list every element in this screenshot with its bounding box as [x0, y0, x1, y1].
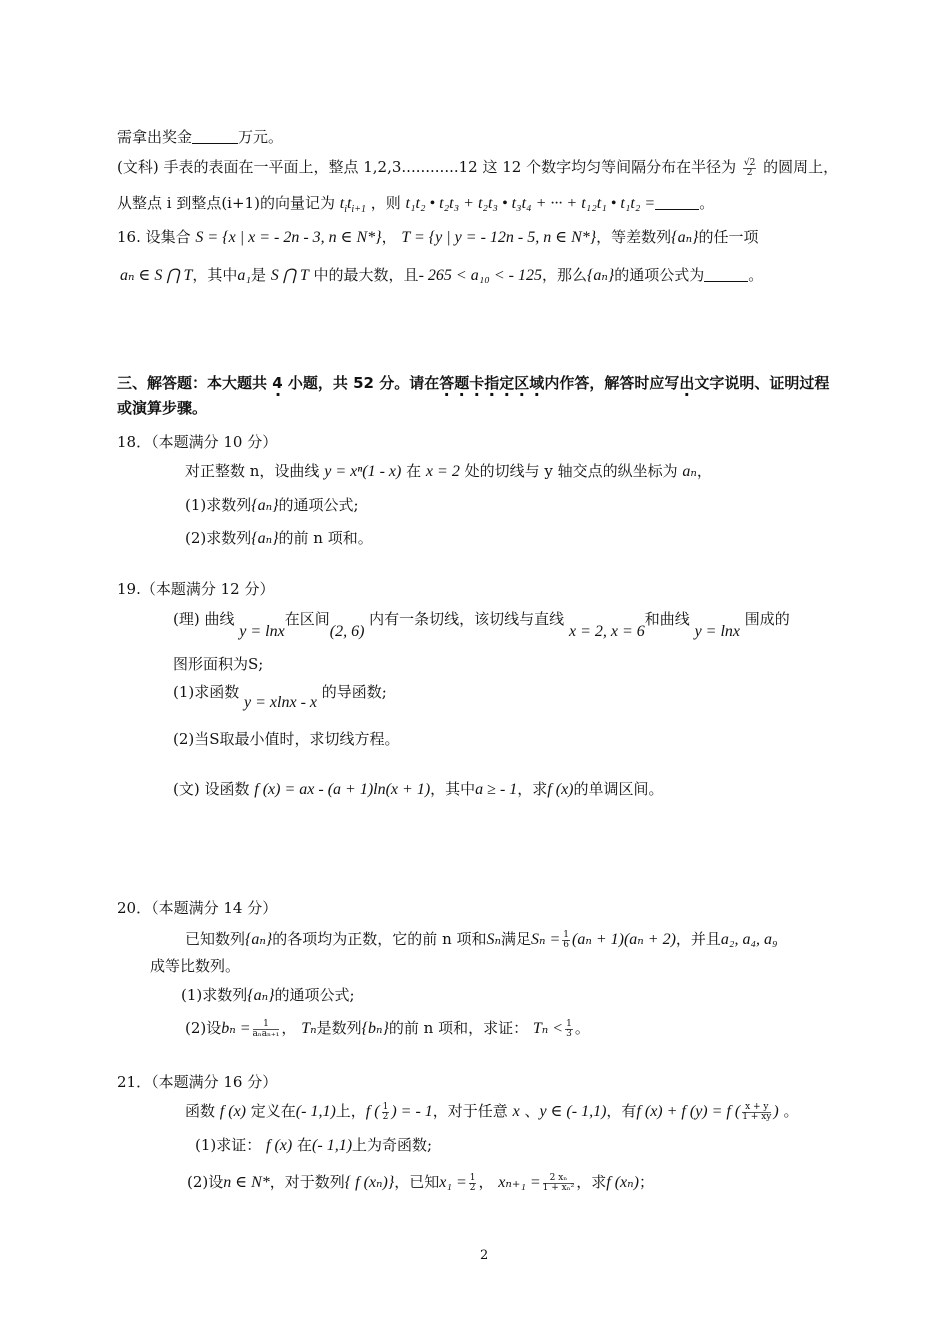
q16-line1 — [117, 227, 758, 248]
q19-head — [117, 579, 274, 599]
numerator: 1 — [469, 1172, 476, 1183]
sequence-an: {aₙ} — [586, 267, 615, 284]
text: 是数列 — [316, 1019, 362, 1037]
fxn: f (xₙ) — [606, 1174, 639, 1191]
text: 满足 — [500, 930, 531, 948]
q19-line2 — [173, 654, 263, 674]
denominator: 2 — [382, 1111, 389, 1122]
q18-head — [117, 432, 277, 452]
tn-lt: Tₙ < — [532, 1020, 564, 1037]
q21-head — [117, 1072, 277, 1092]
text: 19.（本题满分 12 分） — [117, 580, 275, 598]
text: 在 — [406, 462, 422, 480]
text: 。 — [574, 1019, 590, 1037]
text: 的通项公式; — [274, 986, 355, 1004]
text: 处的切线与 y 轴交点的纵坐标为 — [464, 462, 678, 480]
text: 万元。 — [238, 128, 284, 146]
text: 是 — [250, 266, 266, 284]
denominator: 6 — [563, 939, 570, 950]
text: 。 — [699, 194, 715, 212]
text: 的导函数; — [321, 683, 387, 701]
text: (2)求数列 — [185, 529, 252, 547]
text: 的单调区间。 — [573, 780, 664, 798]
q16-line2 — [120, 265, 763, 286]
denominator: 1 + xₙ² — [542, 1182, 575, 1193]
bn-eq: bₙ = — [221, 1020, 251, 1037]
text: (2)设 — [185, 1019, 222, 1037]
text: ， — [478, 1173, 494, 1191]
text: ，则 — [370, 194, 401, 212]
text: (1)求函数 — [173, 683, 240, 701]
text: 的任一项 — [698, 228, 759, 246]
q20-part2 — [185, 1018, 590, 1039]
line-watch — [117, 157, 838, 178]
q19-line1 — [173, 606, 790, 640]
a-condition: a ≥ - 1 — [475, 781, 518, 798]
text: 的通项公式为 — [614, 266, 705, 284]
y-in: y ∈ (- 1,1) — [539, 1103, 607, 1120]
sequence-an: {aₙ} — [251, 530, 279, 547]
text: 。 — [783, 1102, 799, 1120]
sequence-fxn: { f (xₙ)} — [344, 1174, 395, 1191]
xn1-eq: xₙ₊₁ = — [498, 1174, 541, 1191]
text: 需拿出奖金 — [117, 128, 193, 146]
q20-part1 — [181, 985, 355, 1006]
numerator: 1 — [563, 929, 570, 940]
q19-part1 — [173, 680, 387, 711]
numerator: 1 — [382, 1101, 389, 1112]
sn: Sₙ — [486, 931, 501, 948]
denominator: 3 — [566, 1028, 572, 1039]
fraction-sqrt2-over-2 — [743, 159, 756, 178]
text: ，已知 — [394, 1173, 440, 1191]
blank — [655, 195, 699, 210]
set-t: T = {y | y = - 12n - 5, n ∈ N*} — [401, 229, 597, 246]
q18-part1 — [185, 495, 359, 516]
text: ，那么 — [541, 266, 587, 284]
text: (文科) 手表的表面在一平面上，整点 1,2,3............12 这 12 个数字均匀等间隔分布在半径为 — [117, 158, 737, 176]
text: (理) 曲线 — [173, 610, 235, 628]
text: 在区间 — [284, 610, 330, 628]
numerator: 1 — [253, 1020, 280, 1030]
fx: f (x) — [266, 1137, 293, 1154]
f-half: f ( — [365, 1103, 380, 1120]
text: 函数 — [185, 1102, 216, 1120]
line-bonus — [117, 127, 283, 147]
sn-expression: (aₙ + 1)(aₙ + 2) — [572, 931, 676, 948]
fraction-half — [469, 1174, 477, 1193]
section-3-title — [117, 373, 829, 393]
q19-wen — [173, 779, 664, 800]
text: 内有一条切线，该切线与直线 — [369, 610, 565, 628]
text: 、 — [524, 1102, 540, 1120]
text: 和曲线 — [644, 610, 690, 628]
text: 的圆周上， — [763, 158, 839, 176]
text: (文) 设函数 — [173, 780, 250, 798]
x1-eq: x₁ = — [439, 1174, 467, 1191]
blank — [704, 267, 748, 282]
emphasized-text: 答题卡指定区域 · — [439, 374, 544, 392]
denominator: 2 — [746, 167, 753, 178]
q21-part2 — [187, 1172, 654, 1193]
text: ， — [696, 462, 712, 480]
text: (1)求数列 — [181, 986, 248, 1004]
a2-a4-a9: a₂, a₄, a₉ — [720, 931, 778, 948]
q19-part2 — [173, 729, 400, 749]
text: (1)求数列 — [185, 496, 252, 514]
text: 中的最大数，且 — [313, 266, 419, 284]
sequence-an: {aₙ} — [671, 229, 699, 246]
text: 或演算步骤。 — [117, 399, 208, 417]
text: 。 — [748, 266, 764, 284]
vector-t: $t_it_{i+1}$ — [339, 195, 366, 216]
f-sum: f (x) + f (y) = f ( — [636, 1103, 741, 1120]
a1: a₁ — [237, 267, 251, 284]
text: ，并且 — [675, 930, 721, 948]
curve-lnx: y = lnx — [694, 623, 741, 640]
denominator: 2 — [469, 1182, 476, 1193]
text: 定义在 — [250, 1102, 296, 1120]
set-s: S = {x | x = - 2n - 3, n ∈ N*} — [195, 229, 382, 246]
line-vector — [117, 193, 714, 220]
page-number: 2 — [480, 1248, 489, 1263]
text: ，其中 — [192, 266, 238, 284]
text: 围成的 — [744, 610, 790, 628]
text: 的前 n 项和。 — [278, 529, 373, 547]
text: 成等比数列。 — [150, 957, 241, 975]
fx: f (x) — [547, 781, 574, 798]
text: 21．（本题满分 16 分） — [117, 1073, 278, 1091]
text: 的前 n 项和，求证： — [388, 1019, 529, 1037]
text: 三、解答题：本大题共 4 小题，共 52 分。请在 · — [117, 374, 439, 392]
lines-x: x = 2, x = 6 — [568, 623, 645, 640]
denominator: 1 + xy — [742, 1111, 772, 1122]
sequence-an: {aₙ} — [247, 987, 275, 1004]
interval: (- 1,1) — [295, 1103, 336, 1120]
interval: (- 1,1) — [312, 1137, 353, 1154]
q18-part2 — [185, 528, 373, 549]
fraction-half — [382, 1103, 390, 1122]
q21-line1 — [185, 1101, 798, 1122]
text: 已知数列 — [185, 930, 246, 948]
text: ，其中 — [430, 780, 476, 798]
function-xlnx: y = xlnx - x — [244, 694, 318, 711]
curve-lnx: y = lnx — [239, 623, 285, 640]
q20-line2 — [150, 956, 240, 976]
fx: f (x) — [219, 1103, 246, 1120]
function-fx: f (x) = ax - (a + 1)ln(x + 1) — [254, 781, 431, 798]
text: ，求 — [517, 780, 548, 798]
numerator: 1 — [566, 1018, 572, 1029]
dot-sum-expression: t₁t₂ • t₂t₃ + t₂t₃ • t₃t₄ + ··· + t₁₂t₁ • t₁t₂ = — [405, 195, 656, 212]
n-in-N: n ∈ N* — [223, 1174, 270, 1191]
an-in-intersection: aₙ ∈ S ⋂ T — [120, 267, 193, 284]
text: ， — [281, 1019, 297, 1037]
fraction-xn1 — [543, 1174, 575, 1193]
sequence-bn: {bₙ} — [361, 1020, 389, 1037]
curve: y = xⁿ(1 - x) — [324, 463, 402, 480]
text: 的各项均为正数，它的前 n 项和 — [272, 930, 487, 948]
x: x — [512, 1103, 520, 1120]
blank — [192, 129, 238, 144]
q20-line1 — [185, 929, 778, 950]
text: 内作答，解答时应写出文字说明、证明过程 · — [544, 374, 829, 392]
text: ，等差数列 — [596, 228, 672, 246]
sequence-an: {aₙ} — [251, 497, 279, 514]
numerator: √2 — [743, 157, 756, 168]
q18-line1 — [185, 461, 712, 482]
paren: ) — [773, 1103, 779, 1120]
a10-range: - 265 < a₁₀ < - 125 — [418, 267, 542, 284]
text: 20．（本题满分 14 分） — [117, 899, 278, 917]
numerator: x + y — [742, 1103, 771, 1113]
q20-head — [117, 898, 277, 918]
denominator: aₙaₙ₊₁ — [252, 1028, 280, 1039]
section-3-title-cont — [117, 398, 207, 418]
interval: (2, 6) — [329, 623, 365, 640]
text: (1)求证： — [195, 1136, 262, 1154]
text: (2)当S取最小值时，求切线方程。 — [173, 730, 400, 748]
text: 上为奇函数; — [352, 1136, 433, 1154]
sn-eq: Sₙ = — [531, 931, 561, 948]
f-half-value: ) = - 1 — [391, 1103, 433, 1120]
text: 18．（本题满分 10 分） — [117, 433, 278, 451]
fraction-one-sixth — [562, 931, 570, 950]
fraction-xy — [742, 1103, 771, 1122]
text: ； — [638, 1173, 654, 1191]
an: aₙ — [682, 463, 697, 480]
text: 的通项公式; — [278, 496, 359, 514]
fraction-one-third — [565, 1020, 573, 1039]
text: 对正整数 n，设曲线 — [185, 462, 320, 480]
text: 上， — [335, 1102, 366, 1120]
tn: Tₙ — [301, 1020, 317, 1037]
text: ，对于任意 — [432, 1102, 508, 1120]
text: 16. 设集合 — [117, 228, 191, 246]
text: ， — [381, 228, 397, 246]
text: ，有 — [606, 1102, 637, 1120]
numerator: 2 xₙ — [543, 1174, 575, 1184]
intersection: S ⋂ T — [270, 267, 309, 284]
text: ，求 — [576, 1173, 607, 1191]
text: 图形面积为S; — [173, 655, 264, 673]
fraction-bn — [253, 1020, 280, 1039]
x-eq-2: x = 2 — [425, 463, 460, 480]
q21-part1 — [195, 1135, 432, 1156]
text: 在 — [297, 1136, 313, 1154]
text: (2)设 — [187, 1173, 224, 1191]
sequence-an: {aₙ} — [245, 931, 273, 948]
text: 从整点 i 到整点(i+1)的向量记为 — [117, 194, 335, 212]
text: ，对于数列 — [269, 1173, 345, 1191]
